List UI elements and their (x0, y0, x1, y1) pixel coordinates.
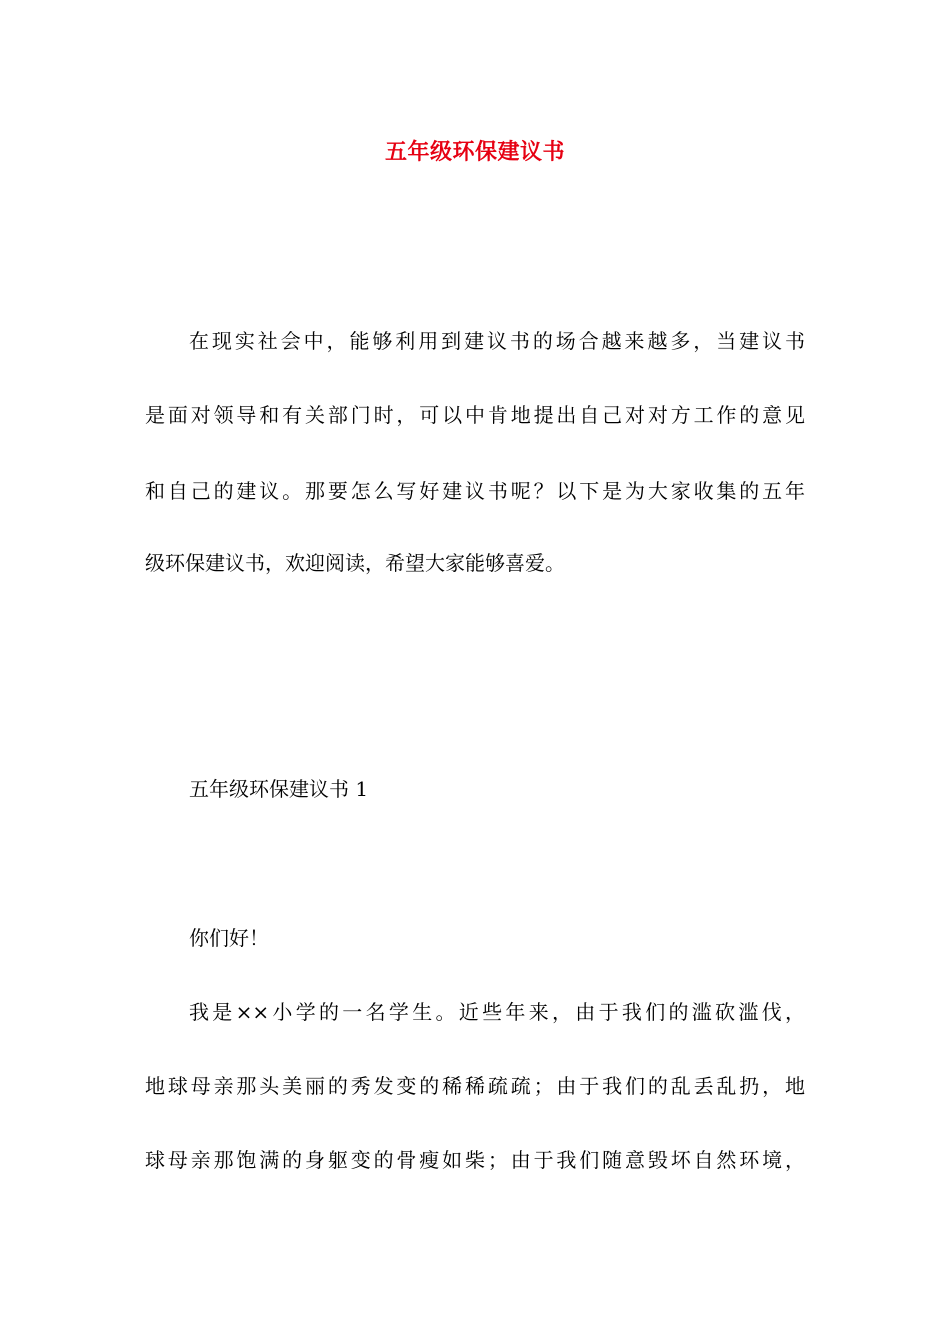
greeting: 你们好！ (189, 926, 269, 950)
body-line: 我是××小学的一名学生。近些年来，由于我们的滥砍滥伐， (189, 1000, 805, 1024)
body-line: 地球母亲那头美丽的秀发变的稀稀疏疏；由于我们的乱丢乱扔，地 (145, 1074, 805, 1098)
intro-line: 级环保建议书，欢迎阅读，希望大家能够喜爱。 (145, 551, 565, 575)
section-heading: 五年级环保建议书 1 (189, 777, 369, 801)
intro-line: 在现实社会中，能够利用到建议书的场合越来越多，当建议书 (189, 329, 805, 353)
intro-line: 是面对领导和有关部门时，可以中肯地提出自己对对方工作的意见 (145, 403, 805, 427)
page-title: 五年级环保建议书 (384, 139, 565, 165)
intro-line: 和自己的建议。那要怎么写好建议书呢？以下是为大家收集的五年 (145, 479, 805, 503)
body-line: 球母亲那饱满的身躯变的骨瘦如柴；由于我们随意毁坏自然环境， (145, 1148, 805, 1172)
